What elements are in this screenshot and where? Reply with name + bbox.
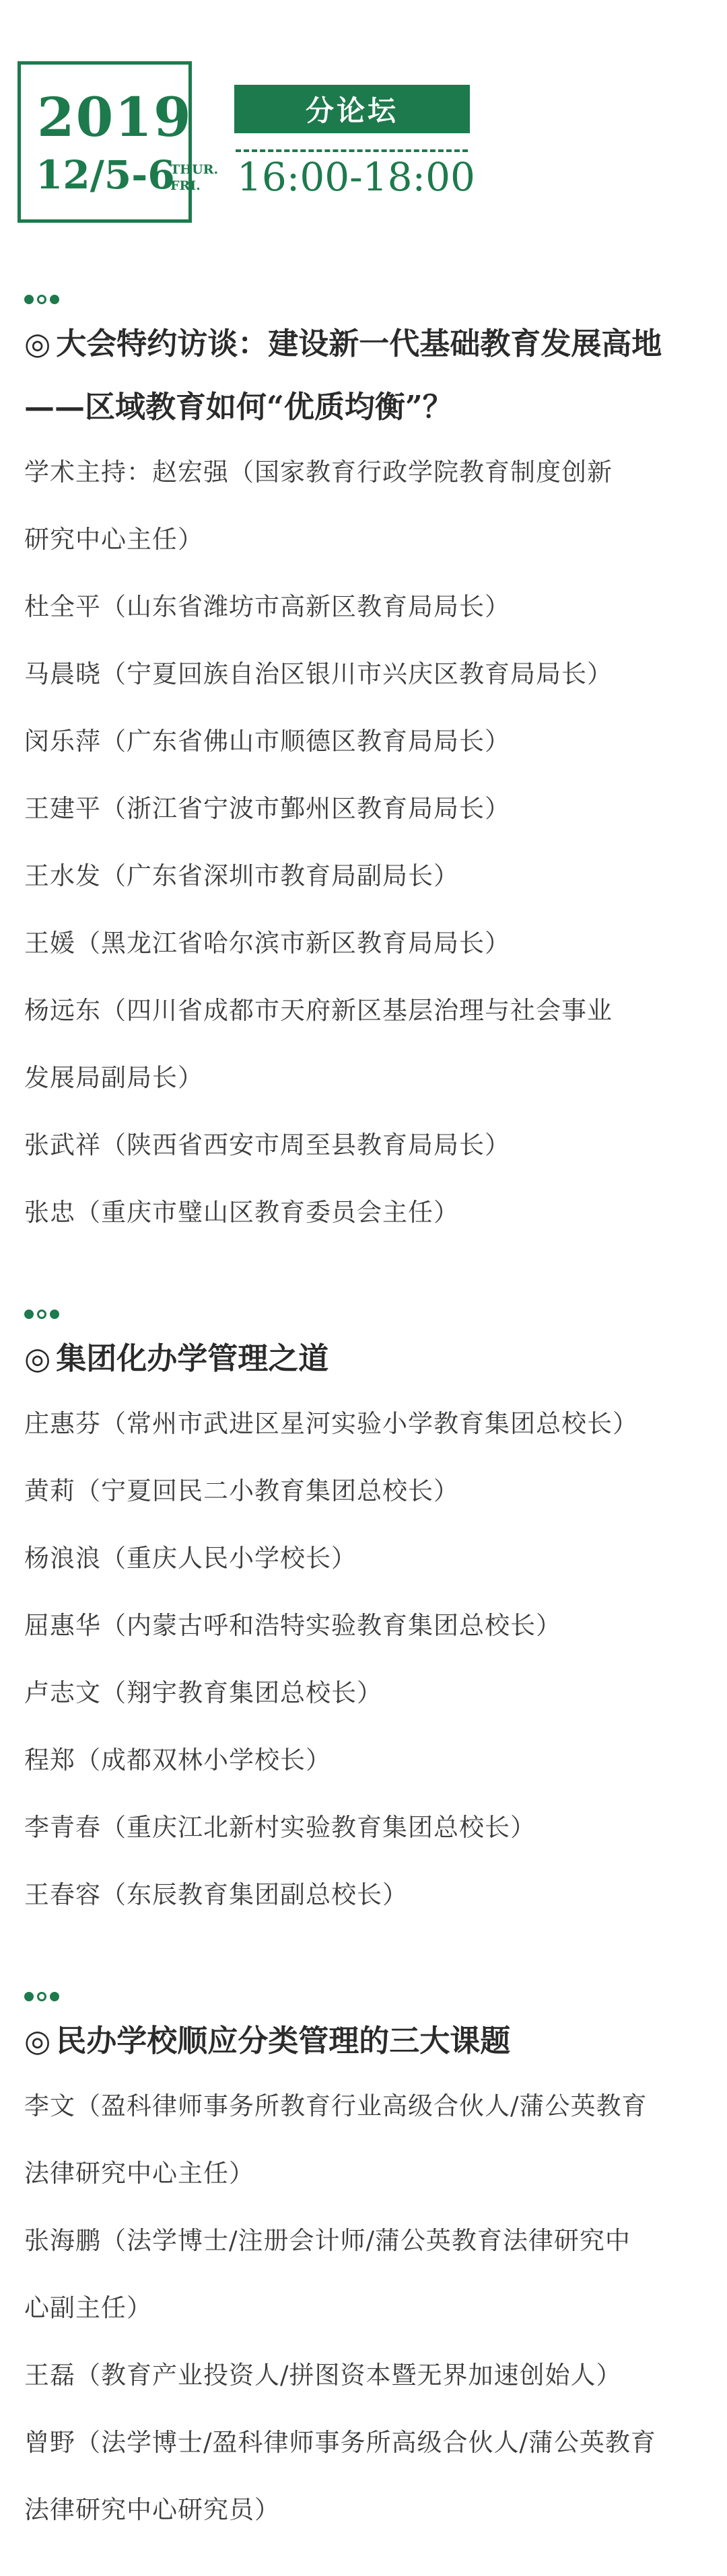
section-title — [24, 1327, 704, 1390]
speaker-list — [24, 1390, 704, 1929]
section-interview — [24, 295, 704, 1246]
list-item: 马晨晓（宁夏回族自治区银川市兴庆区教育局局长） — [24, 659, 613, 688]
dot-icon — [50, 295, 59, 304]
dot-icon — [37, 1992, 46, 2001]
list-item: 庄惠芬（常州市武进区星河实验小学教育集团总校长） — [24, 1409, 638, 1438]
dot-icon — [50, 1310, 59, 1319]
section-private-schools — [24, 1992, 704, 2544]
list-item: 曾野（法学博士/盈科律师事务所高级合伙人/蒲公英教育 — [24, 2428, 656, 2457]
list-item: 王磊（教育产业投资人/拼图资本暨无界加速创始人） — [24, 2361, 622, 2390]
section-title-line1: 大会特约访谈：建设新一代基础教育发展高地 — [56, 326, 662, 361]
list-item: 法律研究中心主任） — [24, 2159, 254, 2188]
list-item: 杨远东（四川省成都市天府新区基层治理与社会事业 — [24, 996, 613, 1025]
list-item: 程郑（成都双林小学校长） — [24, 1746, 331, 1775]
dot-icon — [24, 295, 34, 304]
forum-label: 分论坛 — [234, 85, 470, 133]
list-item: 研究中心主任） — [24, 525, 203, 554]
section-group-schooling — [24, 1310, 704, 1929]
dots-decoration — [24, 295, 704, 304]
list-item: 王水发（广东省深圳市教育局副局长） — [24, 861, 459, 890]
list-item: 卢志文（翔宇教育集团总校长） — [24, 1678, 382, 1707]
dot-icon — [24, 1992, 34, 2001]
section-title-line1: 集团化办学管理之道 — [56, 1340, 329, 1376]
list-item: 王春容（东辰教育集团副总校长） — [24, 1880, 408, 1909]
dots-decoration — [24, 1310, 704, 1319]
date-box — [18, 61, 219, 223]
year: 2019 — [37, 85, 193, 149]
weekday-line2: FRI. — [170, 178, 201, 193]
weekday-line1: THUR. — [170, 162, 219, 177]
list-item: 李文（盈科律师事务所教育行业高级合伙人/蒲公英教育 — [24, 2091, 648, 2120]
dot-icon — [24, 1310, 34, 1319]
dot-icon — [37, 1310, 46, 1319]
dots-decoration — [24, 1992, 704, 2001]
speaker-list — [24, 2073, 704, 2544]
circle-mark-icon: ◎ — [24, 1340, 51, 1376]
list-item: 王建平（浙江省宁波市鄞州区教育局局长） — [24, 794, 510, 823]
list-item: 张海鹏（法学博士/注册会计师/蒲公英教育法律研究中 — [24, 2226, 631, 2255]
session-time: 16:00-18:00 — [237, 154, 475, 200]
section-title — [24, 312, 704, 375]
list-item: 屈惠华（内蒙古呼和浩特实验教育集团总校长） — [24, 1611, 561, 1640]
section-title — [24, 2009, 704, 2073]
list-item: 黄莉（宁夏回民二小教育集团总校长） — [24, 1476, 459, 1505]
list-item: 李青春（重庆江北新村实验教育集团总校长） — [24, 1813, 536, 1842]
list-item: 张武祥（陕西省西安市周至县教育局局长） — [24, 1131, 510, 1159]
dot-icon — [50, 1992, 59, 2001]
list-item: 王媛（黑龙江省哈尔滨市新区教育局局长） — [24, 929, 510, 958]
event-date: 12/5-6 — [36, 152, 175, 198]
speaker-list — [24, 439, 704, 1246]
list-item: 心副主任） — [24, 2293, 152, 2322]
section-title-line1: 民办学校顺应分类管理的三大课题 — [56, 2023, 511, 2059]
circle-mark-icon: ◎ — [24, 326, 51, 361]
weekday — [170, 162, 218, 194]
list-item: 发展局副局长） — [24, 1063, 203, 1092]
list-item: 张忠（重庆市璧山区教育委员会主任） — [24, 1198, 459, 1227]
dot-icon — [37, 295, 46, 304]
list-item: 法律研究中心研究员） — [24, 2495, 280, 2524]
dashed-divider — [236, 149, 468, 152]
list-item: 学术主持：赵宏强（国家教育行政学院教育制度创新 — [24, 458, 613, 487]
list-item: 闵乐萍（广东省佛山市顺德区教育局局长） — [24, 727, 510, 756]
list-item: 杜全平（山东省潍坊市高新区教育局局长） — [24, 592, 510, 621]
circle-mark-icon: ◎ — [24, 2023, 51, 2059]
section-title-line2: ——区域教育如何“优质均衡”？ — [24, 389, 453, 425]
list-item: 杨浪浪（重庆人民小学校长） — [24, 1544, 357, 1573]
